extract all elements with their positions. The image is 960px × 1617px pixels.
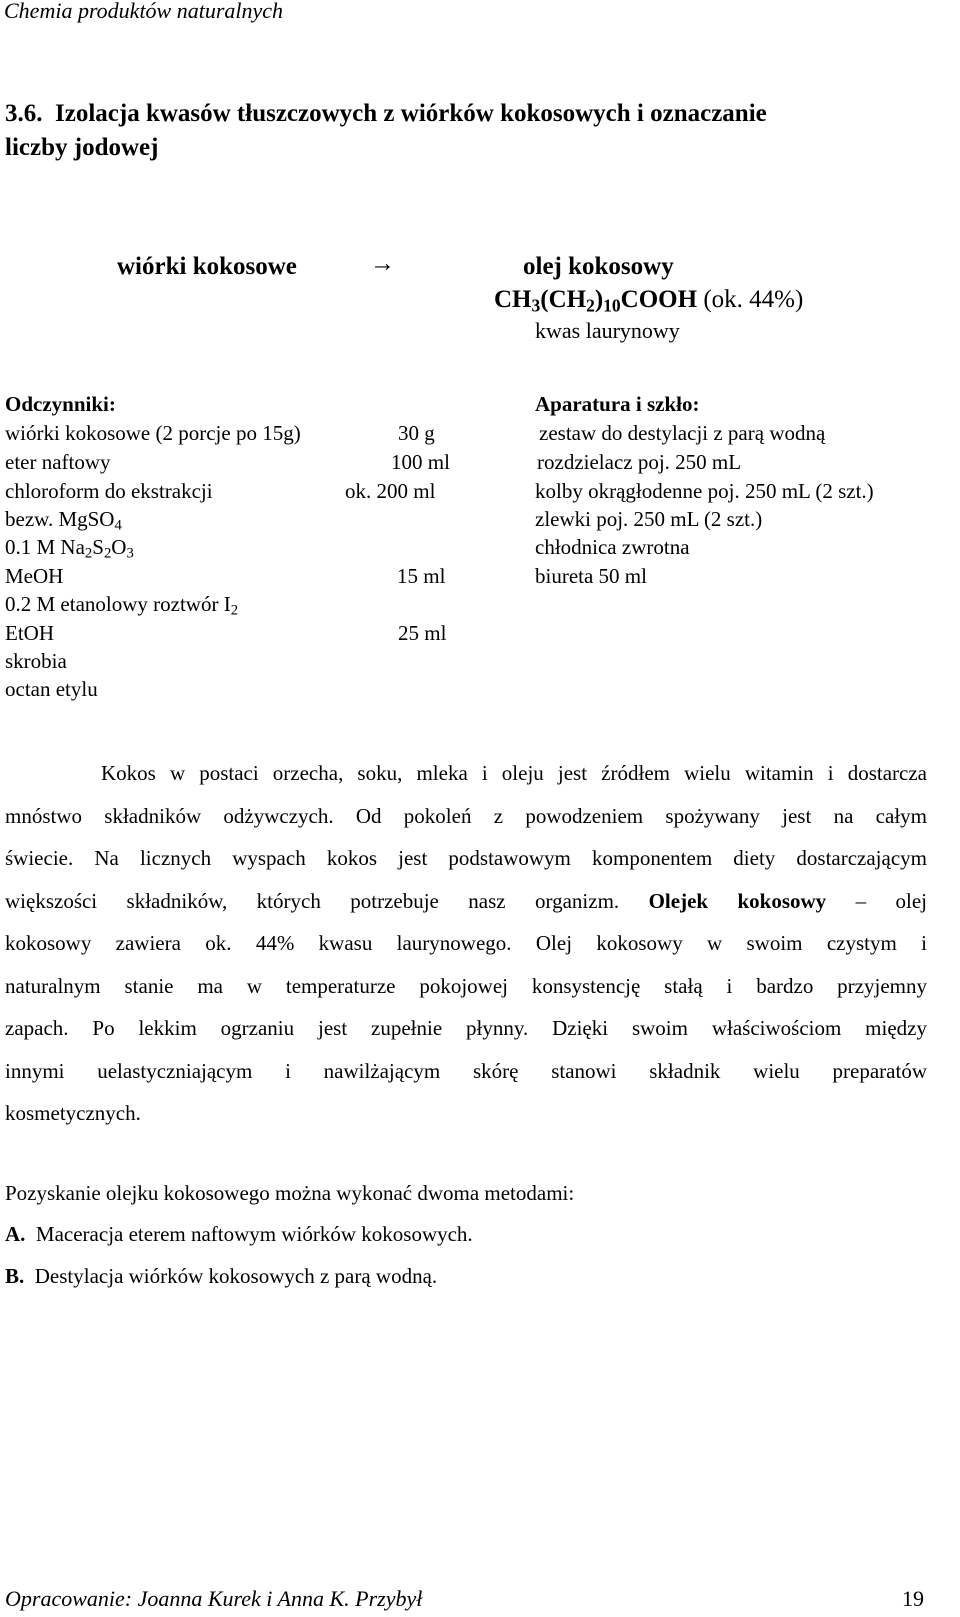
reagent-amount: 15 ml bbox=[397, 564, 446, 588]
reagent-sub: 2 bbox=[103, 545, 112, 562]
section-title-line2: liczby jodowej bbox=[5, 134, 159, 161]
bold-term: Olejek kokosowy bbox=[648, 888, 827, 913]
formula-sub: 3 bbox=[531, 295, 541, 316]
scheme-left: wiórki kokosowe bbox=[117, 253, 297, 280]
paragraph-line: mnóstwo składników odżywczych. Od pokoleń z powodzeniem spożywany jest na całym bbox=[5, 803, 927, 828]
paragraph-line: kosmetycznych. bbox=[5, 1101, 141, 1125]
scheme-right: olej kokosowy bbox=[523, 253, 674, 280]
reagent-sub: 2 bbox=[84, 545, 93, 562]
footer-authors: Opracowanie: Joanna Kurek i Anna K. Przybył bbox=[5, 1586, 423, 1611]
method-text: Destylacja wiórków kokosowych z parą wodną. bbox=[34, 1264, 438, 1288]
formula-part: COOH bbox=[620, 286, 698, 313]
reagent-sub: 4 bbox=[114, 517, 122, 534]
reagent-part: 0.1 M Na bbox=[5, 535, 85, 559]
reagent-part: 0.2 M etanolowy roztwór I bbox=[5, 592, 231, 616]
arrow-icon: → bbox=[370, 250, 395, 277]
reagent-amount: 25 ml bbox=[398, 621, 447, 645]
method-letter: B. bbox=[5, 1264, 25, 1288]
method-item bbox=[5, 1222, 473, 1247]
reagent-amount: 100 ml bbox=[391, 450, 450, 474]
page-number: 19 bbox=[902, 1586, 924, 1611]
running-header: Chemia produktów naturalnych bbox=[4, 0, 284, 23]
methods-intro: Pozyskanie olejku kokosowego można wykonać dwoma metodami: bbox=[5, 1181, 575, 1205]
reagent-name: wiórki kokosowe (2 porcje po 15g) bbox=[5, 421, 301, 445]
reagent-name: MeOH bbox=[5, 564, 64, 588]
section-title-line1: Izolacja kwasów tłuszczowych z wiórków kokosowych i oznaczanie bbox=[55, 100, 767, 127]
reagent-name: eter naftowy bbox=[5, 450, 111, 474]
reagent-sub: 3 bbox=[126, 545, 134, 562]
apparatus-item: zestaw do destylacji z parą wodną bbox=[539, 421, 826, 445]
apparatus-heading: Aparatura i szkło: bbox=[535, 392, 700, 416]
chemical-formula bbox=[494, 286, 803, 314]
paragraph-line bbox=[5, 880, 927, 923]
reagent-name bbox=[5, 507, 122, 532]
paragraph-line: naturalnym stanie ma w temperaturze pokojowej konsystencję stałą i bardzo przyjemny bbox=[5, 973, 927, 998]
formula-sub: 2 bbox=[586, 295, 595, 316]
paragraph-dash: – olej bbox=[826, 888, 927, 913]
reagent-sub: 2 bbox=[230, 602, 239, 619]
reagent-amount: ok. 200 ml bbox=[345, 479, 436, 503]
method-text: Maceracja eterem naftowym wiórków kokosowych. bbox=[35, 1222, 473, 1246]
apparatus-item: chłodnica zwrotna bbox=[535, 535, 690, 559]
method-letter: A. bbox=[5, 1222, 26, 1246]
section-title bbox=[5, 97, 767, 165]
apparatus-item: kolby okrągłodenne poj. 250 mL (2 szt.) bbox=[535, 479, 874, 503]
reagent-name: EtOH bbox=[5, 621, 54, 645]
formula-part: ) bbox=[594, 286, 604, 313]
paragraph-line: świecie. Na licznych wyspach kokos jest podstawowym komponentem diety dostarczającym bbox=[5, 846, 927, 870]
paragraph-line-text: większości składników, których potrzebuje nasz organizm. bbox=[5, 888, 620, 913]
paragraph-line: innymi uelastyczniającym i nawilżającym skórę stanowi składnik wielu preparatów bbox=[5, 1058, 927, 1083]
reagent-name: chloroform do ekstrakcji bbox=[5, 479, 213, 503]
formula-note: (ok. 44%) bbox=[697, 286, 804, 313]
reagents-heading: Odczynniki: bbox=[5, 392, 116, 416]
reagent-part: bezw. MgSO bbox=[5, 507, 115, 531]
section-number: 3.6. bbox=[5, 100, 43, 127]
reagent-name: octan etylu bbox=[5, 677, 98, 701]
reagent-amount: 30 g bbox=[398, 421, 435, 445]
reagent-part: S bbox=[92, 535, 104, 559]
reagent-name bbox=[5, 535, 134, 560]
paragraph-line: kokosowy zawiera ok. 44% kwasu laurynowego. Olej kokosowy w swoim czystym i bbox=[5, 931, 927, 955]
formula-part: (CH bbox=[540, 286, 587, 313]
apparatus-item: biureta 50 ml bbox=[535, 564, 647, 588]
formula-sub: 10 bbox=[603, 295, 621, 316]
paragraph-line bbox=[5, 752, 927, 795]
apparatus-item: zlewki poj. 250 mL (2 szt.) bbox=[535, 507, 763, 531]
compound-name: kwas laurynowy bbox=[535, 318, 680, 343]
body-paragraph bbox=[5, 752, 927, 1135]
reagent-part: O bbox=[111, 535, 127, 559]
apparatus-item: rozdzielacz poj. 250 mL bbox=[537, 450, 742, 474]
method-item bbox=[5, 1264, 437, 1289]
paragraph-line: zapach. Po lekkim ogrzaniu jest zupełnie płynny. Dzięki swoim właściwościom między bbox=[5, 1016, 927, 1040]
paragraph-line-text: Kokos w postaci orzecha, soku, mleka i oleju jest źródłem wielu witamin i dostarcza bbox=[101, 761, 927, 785]
reagent-name: skrobia bbox=[5, 649, 67, 673]
formula-part: CH bbox=[494, 286, 532, 313]
reagent-name bbox=[5, 592, 238, 617]
